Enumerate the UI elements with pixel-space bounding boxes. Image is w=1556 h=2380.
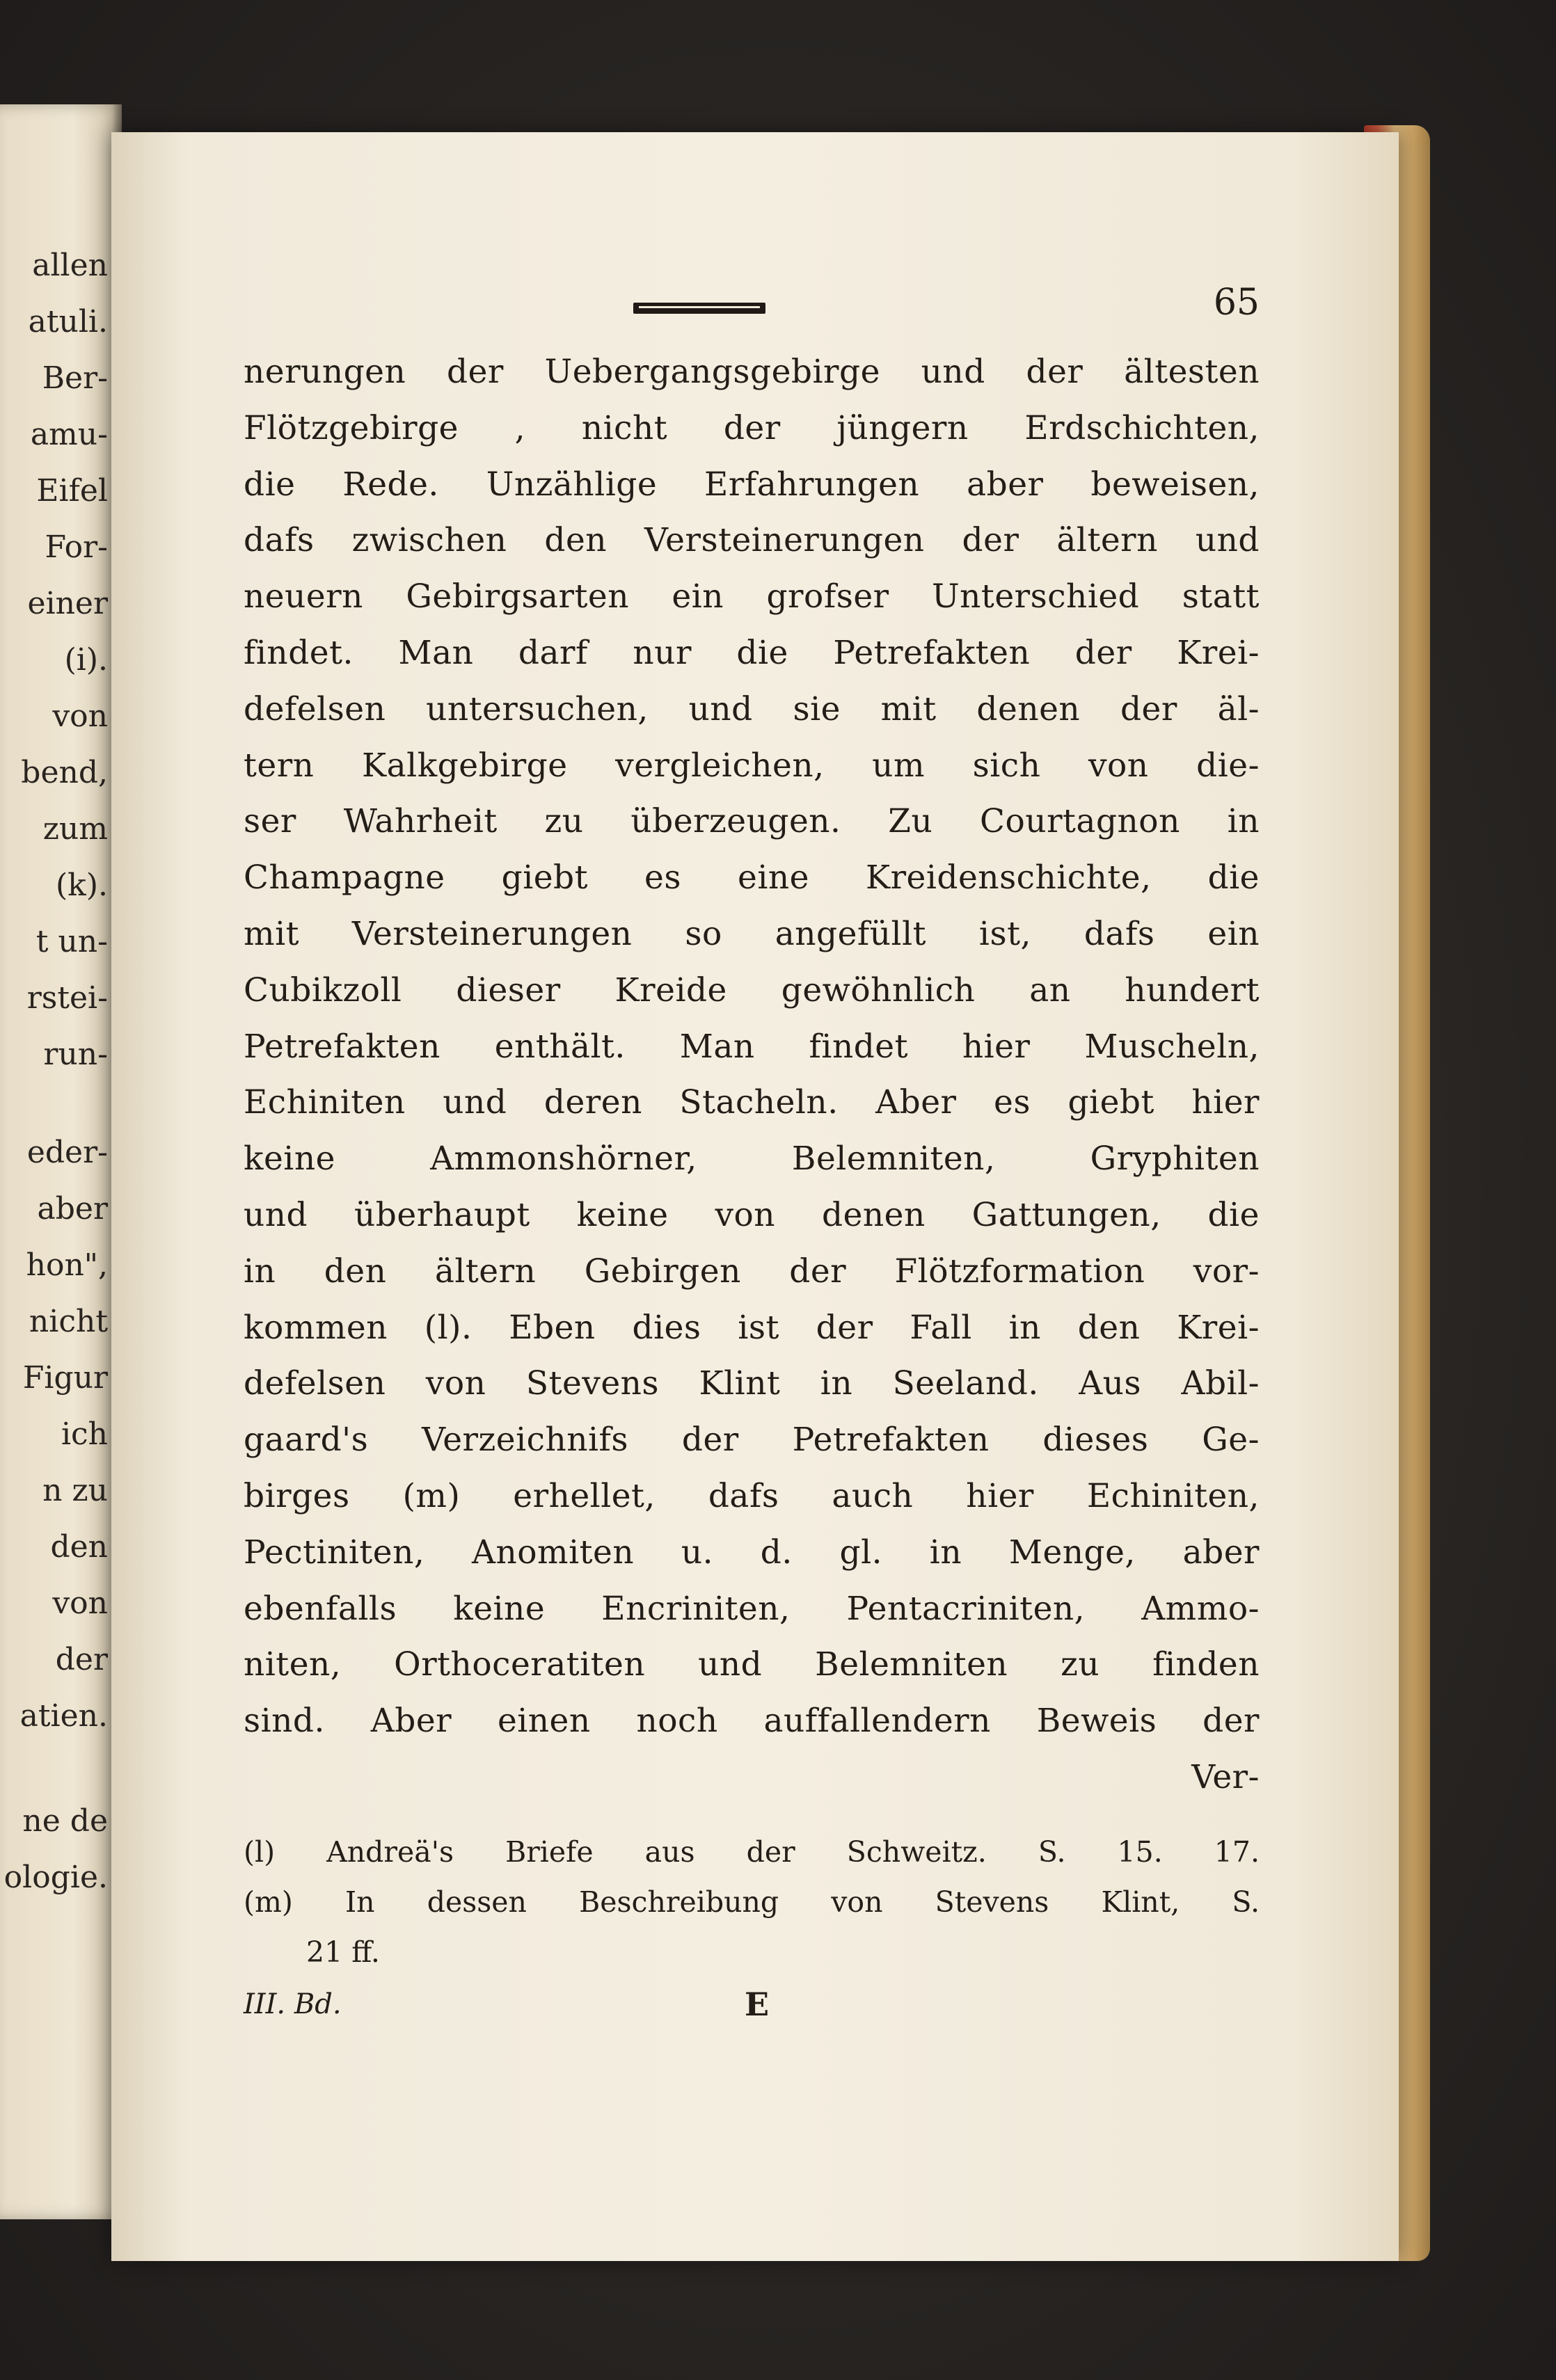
body-line: in den ältern Gebirgen der Flötzformation vor- xyxy=(244,1252,1260,1291)
body-line: und überhaupt keine von denen Gattungen, die xyxy=(244,1195,1260,1234)
body-line: Echiniten und deren Stacheln. Aber es giebt hier xyxy=(244,1083,1260,1122)
left-page-text-fragment: t un- xyxy=(35,924,108,959)
left-page-text-fragment: (k). xyxy=(56,868,108,903)
left-page-text-fragment: atuli. xyxy=(28,304,108,340)
left-page-text-fragment: von xyxy=(52,1586,108,1621)
body-line: Ver- xyxy=(1191,1757,1260,1796)
footnotes xyxy=(244,1827,1260,1977)
left-page-text-fragment: run- xyxy=(43,1037,108,1072)
book-page xyxy=(111,132,1399,2261)
left-page-text-fragment: Ber- xyxy=(42,360,108,396)
signature-letter: E xyxy=(745,1985,770,2023)
left-page-text-fragment: ich xyxy=(61,1416,108,1452)
left-page-text-fragment: allen xyxy=(32,248,108,283)
body-line: birges (m) erhellet, dafs auch hier Echiniten, xyxy=(244,1476,1260,1515)
body-line: keine Ammonshörner, Belemniten, Gryphiten xyxy=(244,1140,1260,1179)
body-line: ser Wahrheit zu überzeugen. Zu Courtagnon in xyxy=(244,802,1260,841)
left-page-text-fragment: ne de xyxy=(22,1803,108,1839)
body-line: gaard's Verzeichnifs der Petrefakten dieses Ge- xyxy=(244,1421,1260,1460)
left-page-text-fragment: hon", xyxy=(26,1247,108,1283)
volume-mark: III. Bd. xyxy=(244,1988,342,2020)
body-line: niten, Orthoceratiten und Belemniten zu finden xyxy=(244,1645,1260,1684)
body-line: tern Kalkgebirge vergleichen, um sich von die- xyxy=(244,746,1260,785)
left-page-text-fragment: (i). xyxy=(64,642,108,678)
body-line: defelsen von Stevens Klint in Seeland. Aus Abil- xyxy=(244,1364,1260,1403)
body-line: findet. Man darf nur die Petrefakten der Krei- xyxy=(244,633,1260,672)
body-line: kommen (l). Eben dies ist der Fall in den Krei- xyxy=(244,1308,1260,1347)
printer-signature xyxy=(244,1981,1260,2037)
body-line: neuern Gebirgsarten ein grofser Unterschied statt xyxy=(244,577,1260,616)
footnote-m: (m) In dessen Beschreibung von Stevens Klint, S. xyxy=(244,1885,1260,1919)
body-line: defelsen untersuchen, und sie mit denen der äl- xyxy=(244,689,1260,728)
left-page-text-fragment: ologie. xyxy=(3,1860,108,1895)
left-page-text-fragment: n zu xyxy=(42,1473,108,1508)
left-page-text-fragment: der xyxy=(55,1642,108,1677)
left-page-text-fragment: von xyxy=(52,698,108,734)
left-page-text-fragment: Figur xyxy=(22,1360,108,1396)
page-text-block xyxy=(244,282,1260,2037)
left-facing-page xyxy=(0,104,122,2219)
body-line: ebenfalls keine Encriniten, Pentacriniten, Ammo- xyxy=(244,1589,1260,1628)
body-text xyxy=(244,344,1260,1806)
left-page-text-fragment: amu- xyxy=(30,417,108,452)
footnote-m-continued: 21 ff. xyxy=(306,1935,380,1969)
left-page-text-fragment: Eifel xyxy=(36,473,108,509)
body-line: Petrefakten enthält. Man findet hier Muscheln, xyxy=(244,1027,1260,1066)
body-line: Flötzgebirge , nicht der jüngern Erdschichten, xyxy=(244,408,1260,447)
body-line: Cubikzoll dieser Kreide gewöhnlich an hundert xyxy=(244,971,1260,1009)
left-page-text-fragment: bend, xyxy=(21,755,108,790)
body-line: Champagne giebt es eine Kreidenschichte, die xyxy=(244,858,1260,897)
left-page-text-fragment: rstei- xyxy=(26,980,108,1016)
body-line: nerungen der Uebergangsgebirge und der ältesten xyxy=(244,353,1260,391)
header-ornament-rule xyxy=(633,303,765,314)
page-header xyxy=(244,282,1260,344)
body-line: Pectiniten, Anomiten u. d. gl. in Menge, aber xyxy=(244,1533,1260,1572)
page-number: 65 xyxy=(1213,282,1260,324)
body-line: mit Versteinerungen so angefüllt ist, dafs ein xyxy=(244,914,1260,953)
left-page-text-fragment: atien. xyxy=(19,1698,108,1734)
left-page-text-fragment: zum xyxy=(42,811,108,847)
body-line: sind. Aber einen noch auffallendern Beweis der xyxy=(244,1702,1260,1741)
left-page-text-fragment: For- xyxy=(45,529,108,565)
body-line: dafs zwischen den Versteinerungen der ältern und xyxy=(244,521,1260,560)
left-page-text-fragment: nicht xyxy=(29,1304,108,1339)
left-page-text-fragment: eder- xyxy=(26,1135,108,1170)
footnote-l: (l) Andreä's Briefe aus der Schweitz. S. 15. 17. xyxy=(244,1835,1260,1869)
left-page-text-fragment: den xyxy=(50,1529,108,1565)
body-line: die Rede. Unzählige Erfahrungen aber beweisen, xyxy=(244,465,1260,504)
left-page-text-fragment: aber xyxy=(37,1191,108,1227)
left-page-text-fragment: einer xyxy=(27,586,108,621)
